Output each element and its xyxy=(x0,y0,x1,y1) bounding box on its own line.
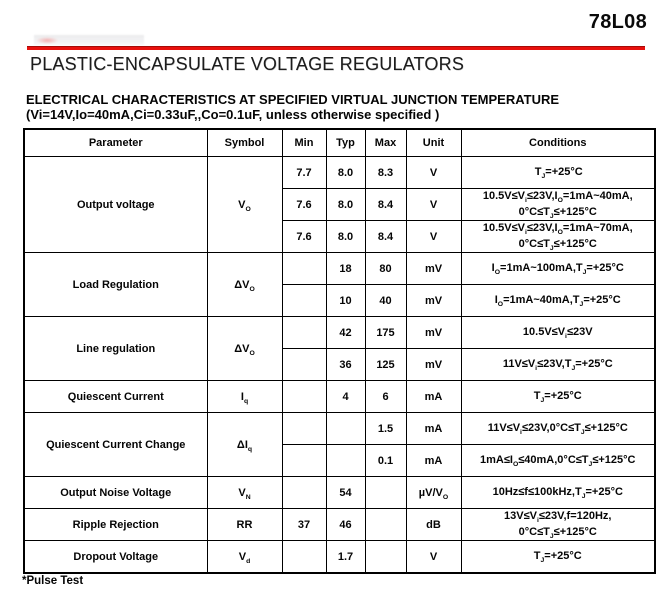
typ-cell: 1.7 xyxy=(326,541,365,574)
max-cell: 8.4 xyxy=(365,189,406,221)
part-number: 78L08 xyxy=(588,11,647,33)
max-cell xyxy=(365,509,406,541)
unit-cell: mA xyxy=(406,381,461,413)
table-row xyxy=(24,413,655,445)
symbol-cell: $I_q$ xyxy=(207,381,282,413)
unit-cell: mV xyxy=(406,285,461,317)
max-cell: 175 xyxy=(365,317,406,349)
parameter-cell: Output voltage xyxy=(24,157,207,253)
max-cell: 80 xyxy=(365,253,406,285)
red-divider-rule xyxy=(27,46,645,50)
symbol-cell: $V_d$ xyxy=(207,541,282,574)
table-body xyxy=(24,157,655,574)
typ-cell: 4 xyxy=(326,381,365,413)
min-cell xyxy=(282,477,326,509)
conditions-cell: $T_J=+25^\circ C$ xyxy=(461,541,655,574)
table-row xyxy=(24,381,655,413)
table-row xyxy=(24,477,655,509)
typ-cell xyxy=(326,413,365,445)
header-parameter: Parameter xyxy=(24,129,207,157)
header-symbol: Symbol xyxy=(207,129,282,157)
pulse-test-footnote: *Pulse Test xyxy=(22,575,84,587)
max-cell: 125 xyxy=(365,349,406,381)
characteristics-table xyxy=(23,128,656,574)
table-row xyxy=(24,509,655,541)
symbol-cell: RR xyxy=(207,509,282,541)
parameter-cell: Load Regulation xyxy=(24,253,207,317)
conditions-cell: $10Hz\le f\le 100kHz,T_J=+25^\circ C$ xyxy=(461,477,655,509)
conditions-cell: $10.5V\le V_i\le 23V,I_O=1mA\sim 70mA$, $0^\circ C\le T_J\le+125^\circ C$ xyxy=(461,221,655,253)
conditions-cell: $11V\le V_i\le 23V,T_J=+25^\circ C$ xyxy=(461,349,655,381)
typ-cell xyxy=(326,445,365,477)
section-heading-line2: (Vi=14V,Io=40mA,Ci=0.33uF,,Co=0.1uF, unless otherwise specified ) xyxy=(26,107,440,122)
conditions-cell: $1mA\le I_O\le 40mA,0^\circ C\le T_J\le+125^\circ C$ xyxy=(461,445,655,477)
min-cell xyxy=(282,413,326,445)
table-row xyxy=(24,541,655,574)
max-cell: 1.5 xyxy=(365,413,406,445)
typ-cell: 8.0 xyxy=(326,221,365,253)
conditions-cell: $10.5V\le V_i\le 23V$ xyxy=(461,317,655,349)
unit-cell: V xyxy=(406,157,461,189)
conditions-cell: $T_J=+25^\circ C$ xyxy=(461,157,655,189)
max-cell: 8.4 xyxy=(365,221,406,253)
typ-cell: 8.0 xyxy=(326,157,365,189)
table-header-row xyxy=(24,129,655,157)
symbol-cell: $\Delta I_q$ xyxy=(207,413,282,477)
parameter-cell: Line regulation xyxy=(24,317,207,381)
symbol-cell: $\Delta V_O$ xyxy=(207,317,282,381)
symbol-cell: $V_O$ xyxy=(207,157,282,253)
conditions-cell: $13V\le V_i\le 23V,f=120Hz$, $0^\circ C\le T_J\le+125^\circ C$ xyxy=(461,509,655,541)
table-row xyxy=(24,157,655,189)
conditions-cell: $T_J=+25^\circ C$ xyxy=(461,381,655,413)
unit-cell: mA xyxy=(406,413,461,445)
symbol-cell: $\Delta V_O$ xyxy=(207,253,282,317)
max-cell xyxy=(365,477,406,509)
typ-cell: 42 xyxy=(326,317,365,349)
typ-cell: 46 xyxy=(326,509,365,541)
unit-cell: V xyxy=(406,221,461,253)
unit-cell: $\mu V/V_O$ xyxy=(406,477,461,509)
max-cell xyxy=(365,541,406,574)
typ-cell: 18 xyxy=(326,253,365,285)
min-cell xyxy=(282,253,326,285)
conditions-cell: $I_O=1mA\sim 40mA,T_J=+25^\circ C$ xyxy=(461,285,655,317)
section-heading xyxy=(26,92,559,122)
typ-cell: 8.0 xyxy=(326,189,365,221)
parameter-cell: Dropout Voltage xyxy=(24,541,207,574)
parameter-cell: Quiescent Current xyxy=(24,381,207,413)
unit-cell: dB xyxy=(406,509,461,541)
table-row xyxy=(24,253,655,285)
unit-cell: mA xyxy=(406,445,461,477)
max-cell: 6 xyxy=(365,381,406,413)
header-conditions: Conditions xyxy=(461,129,655,157)
page-title: PLASTIC-ENCAPSULATE VOLTAGE REGULATORS xyxy=(30,54,465,74)
faded-logo xyxy=(34,35,144,45)
parameter-cell: Ripple Rejection xyxy=(24,509,207,541)
min-cell: 7.7 xyxy=(282,157,326,189)
header-max: Max xyxy=(365,129,406,157)
min-cell xyxy=(282,317,326,349)
max-cell: 0.1 xyxy=(365,445,406,477)
unit-cell: mV xyxy=(406,349,461,381)
parameter-cell: Output Noise Voltage xyxy=(24,477,207,509)
parameter-cell: Quiescent Current Change xyxy=(24,413,207,477)
min-cell xyxy=(282,381,326,413)
symbol-cell: $V_N$ xyxy=(207,477,282,509)
min-cell: 7.6 xyxy=(282,221,326,253)
typ-cell: 54 xyxy=(326,477,365,509)
min-cell xyxy=(282,541,326,574)
header-typ: Typ xyxy=(326,129,365,157)
min-cell: 37 xyxy=(282,509,326,541)
unit-cell: mV xyxy=(406,317,461,349)
characteristics-table-wrap xyxy=(23,128,656,574)
min-cell xyxy=(282,285,326,317)
typ-cell: 10 xyxy=(326,285,365,317)
min-cell xyxy=(282,445,326,477)
header-unit: Unit xyxy=(406,129,461,157)
table-row xyxy=(24,317,655,349)
unit-cell: mV xyxy=(406,253,461,285)
header-min: Min xyxy=(282,129,326,157)
unit-cell: V xyxy=(406,189,461,221)
unit-cell: V xyxy=(406,541,461,574)
conditions-cell: $I_O=1mA\sim 100mA,T_J=+25^\circ C$ xyxy=(461,253,655,285)
typ-cell: 36 xyxy=(326,349,365,381)
conditions-cell: $10.5V\le V_i\le 23V,I_O=1mA\sim 40mA$, $0^\circ C\le T_J\le+125^\circ C$ xyxy=(461,189,655,221)
min-cell xyxy=(282,349,326,381)
conditions-cell: $11V\le V_i\le 23V,0^\circ C\le T_J\le+125^\circ C$ xyxy=(461,413,655,445)
section-heading-line1: ELECTRICAL CHARACTERISTICS AT SPECIFIED VIRTUAL JUNCTION TEMPERATURE xyxy=(26,92,560,107)
max-cell: 40 xyxy=(365,285,406,317)
min-cell: 7.6 xyxy=(282,189,326,221)
max-cell: 8.3 xyxy=(365,157,406,189)
